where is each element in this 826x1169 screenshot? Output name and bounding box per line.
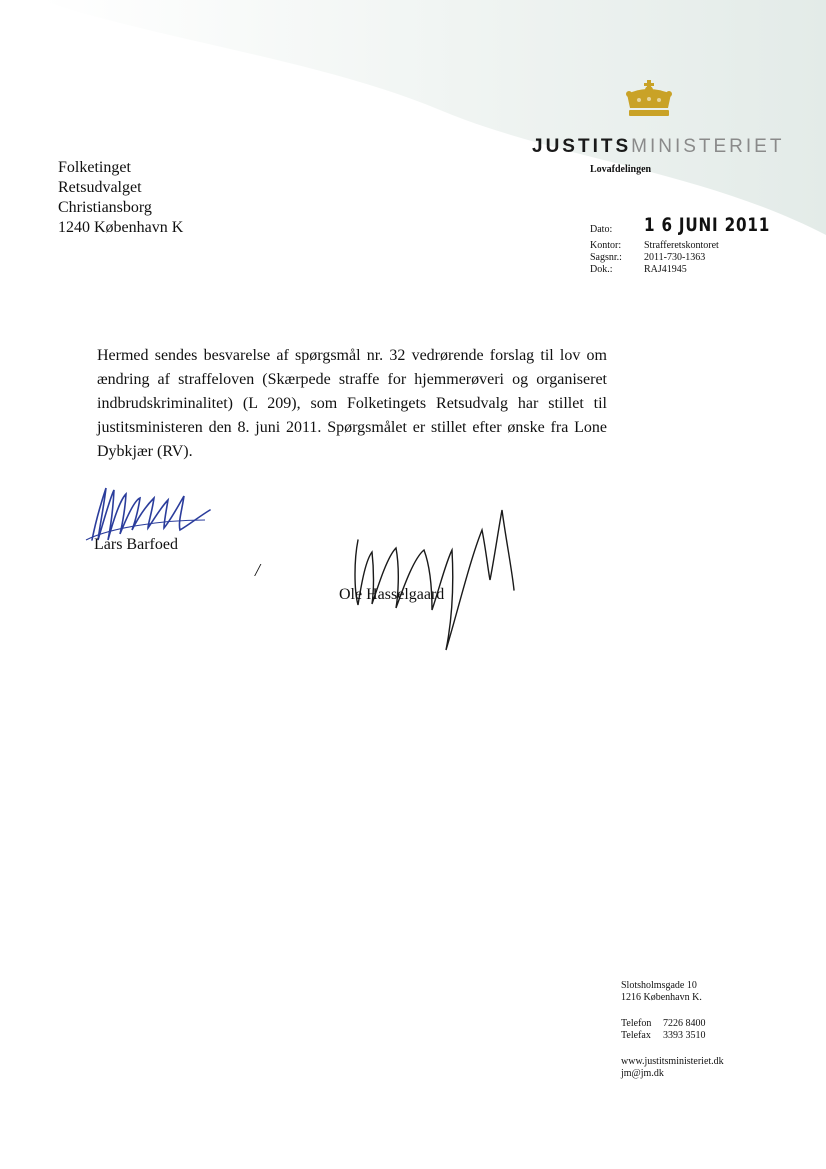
phone-value: 7226 8400 bbox=[663, 1018, 706, 1029]
separator-slash: / bbox=[255, 560, 261, 580]
letter-body: Hermed sendes besvarelse af spørgsmål nr. 32 vedrørende forslag til lov om ændring af straffeloven (Skærpede straffe for hjemmerøveri og organiseret indbrudskriminalitet) (L 209), som Folketingets Retsudvalg har stillet til justitsministeren den 8. juni 2011. Spørgsmålet er stillet efter ønske fra Lone Dybkjær (RV). bbox=[97, 347, 607, 460]
ministry-wordmark bbox=[532, 136, 784, 158]
footer-street: Slotsholmsgade 10 bbox=[621, 980, 697, 991]
website-link[interactable]: www.justitsministeriet.dk bbox=[621, 1056, 724, 1067]
recipient-line: Christiansborg bbox=[58, 199, 152, 216]
signature-barfoed bbox=[92, 488, 210, 540]
doc-value: RAJ41945 bbox=[644, 264, 687, 275]
recipient-line: Retsudvalget bbox=[58, 179, 142, 196]
recipient-address bbox=[58, 158, 183, 238]
email-link[interactable]: jm@jm.dk bbox=[621, 1068, 664, 1079]
case-value: 2011-730-1363 bbox=[644, 252, 706, 263]
footer-contact bbox=[621, 980, 724, 1080]
wordmark-strong: JUSTITS bbox=[532, 136, 632, 157]
doc-label: Dok.: bbox=[590, 264, 613, 275]
signer-name-2: Ole Hasselgaard bbox=[339, 586, 445, 603]
office-value: Strafferetskontoret bbox=[644, 240, 719, 251]
case-label: Sagsnr.: bbox=[590, 252, 622, 263]
footer-city: 1216 København K. bbox=[621, 992, 702, 1003]
crown-icon bbox=[622, 80, 676, 120]
department-name: Lovafdelingen bbox=[590, 164, 652, 175]
phone-label: Telefon bbox=[621, 1018, 652, 1029]
recipient-line: 1240 København K bbox=[58, 219, 184, 236]
signature-hasselgaard bbox=[355, 510, 514, 650]
date-label: Dato: bbox=[590, 224, 613, 235]
date-stamp: 1 6 JUNI 2011 bbox=[644, 214, 771, 236]
document-meta bbox=[590, 214, 802, 276]
signer-name-1: Lars Barfoed bbox=[94, 536, 178, 553]
recipient-line: Folketinget bbox=[58, 159, 131, 176]
wordmark-light: MINISTERIET bbox=[631, 136, 785, 157]
fax-label: Telefax bbox=[621, 1030, 651, 1041]
office-label: Kontor: bbox=[590, 240, 622, 251]
fax-value: 3393 3510 bbox=[663, 1030, 706, 1041]
